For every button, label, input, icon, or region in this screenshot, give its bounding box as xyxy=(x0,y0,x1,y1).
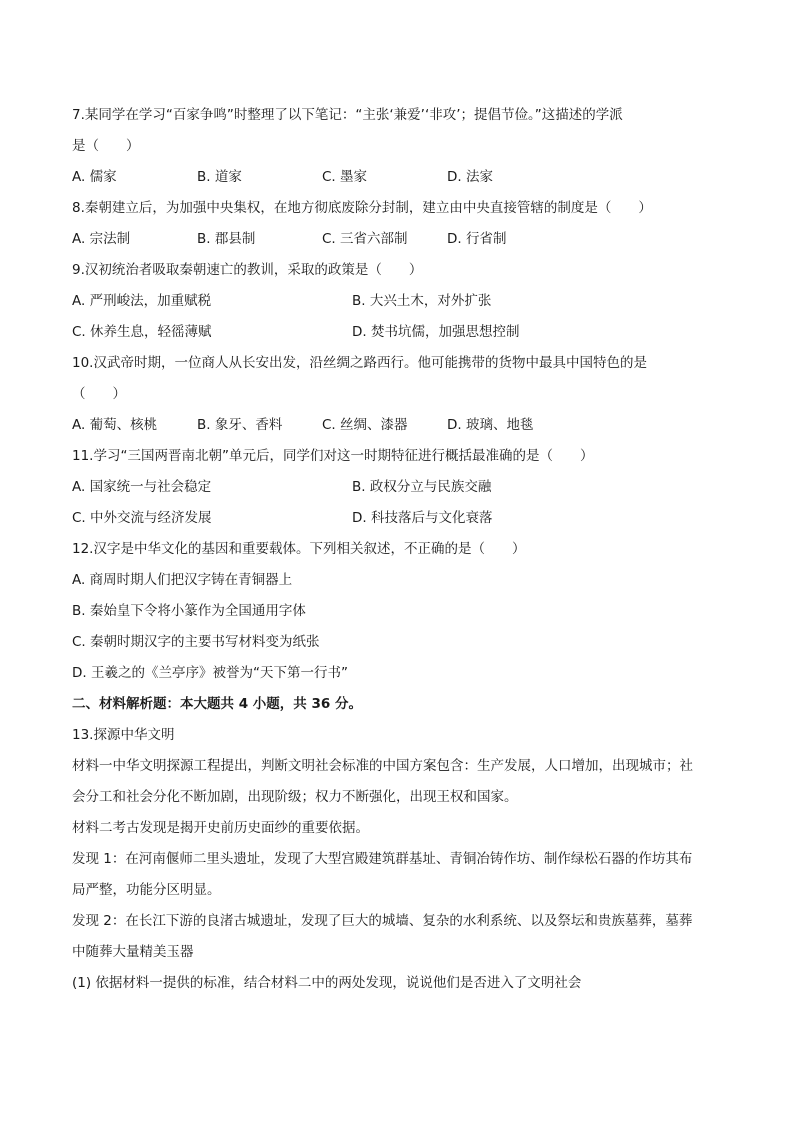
options-row xyxy=(72,410,728,441)
finding-1-cont: 局严整，功能分区明显。 xyxy=(72,882,221,898)
option-c: C. 丝绸、漆器 xyxy=(322,417,408,433)
option-c: C. 休养生息，轻徭薄赋 xyxy=(72,324,212,340)
question-stem: 12.汉字是中华文化的基因和重要载体。下列相关叙述，不正确的是（ ） xyxy=(72,541,526,557)
option-d: D. 玻璃、地毯 xyxy=(447,417,534,433)
question-9 xyxy=(72,255,728,348)
option-c: C. 墨家 xyxy=(322,169,368,185)
option-d: D. 法家 xyxy=(447,169,493,185)
option-d: D. 焚书坑儒，加强思想控制 xyxy=(352,324,520,340)
finding-1: 发现 1：在河南偃师二里头遗址，发现了大型宫殿建筑群基址、青铜冶铸作坊、制作绿松石器的作坊其布 xyxy=(72,851,693,867)
option-a: A. 国家统一与社会稳定 xyxy=(72,479,212,495)
option-b: B. 政权分立与民族交融 xyxy=(352,479,492,495)
question-stem: 7.某同学在学习“百家争鸣”时整理了以下笔记：“主张‘兼爱’‘非攻’；提倡节俭。”这描述的学派 xyxy=(72,107,623,123)
question-title: 13.探源中华文明 xyxy=(72,727,175,743)
question-10 xyxy=(72,348,728,441)
question-stem: 9.汉初统治者吸取秦朝速亡的教训，采取的政策是（ ） xyxy=(72,262,423,278)
options-row xyxy=(72,503,728,534)
option-a: A. 儒家 xyxy=(72,169,117,185)
question-stem-cont: （ ） xyxy=(72,386,126,402)
option-b: B. 象牙、香料 xyxy=(197,417,283,433)
option-d: D. 王羲之的《兰亭序》被誉为“天下第一行书” xyxy=(72,665,348,681)
finding-2: 发现 2：在长江下游的良渚古城遗址，发现了巨大的城墙、复杂的水利系统、以及祭坛和贵族墓葬，墓葬 xyxy=(72,913,693,929)
option-a: A. 商周时期人们把汉字铸在青铜器上 xyxy=(72,572,293,588)
section-heading: 二、材料解析题：本大题共 4 小题，共 36 分。 xyxy=(72,696,362,712)
question-11 xyxy=(72,441,728,534)
question-12 xyxy=(72,534,728,689)
options-row xyxy=(72,286,728,317)
finding-2-cont: 中随葬大量精美玉器 xyxy=(72,944,194,960)
option-c: C. 三省六部制 xyxy=(322,231,408,247)
option-d: D. 科技落后与文化衰落 xyxy=(352,510,493,526)
sub-question-1: (1) 依据材料一提供的标准，结合材料二中的两处发现，说说他们是否进入了文明社会 xyxy=(72,975,582,991)
option-a: A. 严刑峻法，加重赋税 xyxy=(72,293,212,309)
exam-page xyxy=(72,100,728,999)
question-stem: 10.汉武帝时期，一位商人从长安出发，沿丝绸之路西行。他可能携带的货物中最具中国特色的是 xyxy=(72,355,647,371)
option-c: C. 秦朝时期汉字的主要书写材料变为纸张 xyxy=(72,634,320,650)
option-b: B. 道家 xyxy=(197,169,242,185)
material-1-cont: 会分工和社会分化不断加剧，出现阶级；权力不断强化，出现王权和国家。 xyxy=(72,789,518,805)
material-2: 材料二考古发现是揭开史前历史面纱的重要依据。 xyxy=(72,820,369,836)
question-stem: 8.秦朝建立后，为加强中央集权，在地方彻底废除分封制，建立由中央直接管辖的制度是（ ） xyxy=(72,200,652,216)
option-a: A. 葡萄、核桃 xyxy=(72,417,158,433)
question-stem: 11.学习“三国两晋南北朝”单元后，同学们对这一时期特征进行概括最准确的是（ ） xyxy=(72,448,594,464)
options-row xyxy=(72,162,728,193)
option-b: B. 郡县制 xyxy=(197,231,256,247)
option-a: A. 宗法制 xyxy=(72,231,131,247)
question-13 xyxy=(72,720,728,999)
material-1: 材料一中华文明探源工程提出，判断文明社会标准的中国方案包含：生产发展，人口增加，出现城市；社 xyxy=(72,758,693,774)
option-d: D. 行省制 xyxy=(447,231,507,247)
options-row xyxy=(72,317,728,348)
option-b: B. 大兴土木，对外扩张 xyxy=(352,293,492,309)
options-row xyxy=(72,224,728,255)
question-7 xyxy=(72,100,728,193)
question-8 xyxy=(72,193,728,255)
option-b: B. 秦始皇下令将小篆作为全国通用字体 xyxy=(72,603,306,619)
options-row xyxy=(72,472,728,503)
option-c: C. 中外交流与经济发展 xyxy=(72,510,212,526)
question-stem-cont: 是（ ） xyxy=(72,138,140,154)
